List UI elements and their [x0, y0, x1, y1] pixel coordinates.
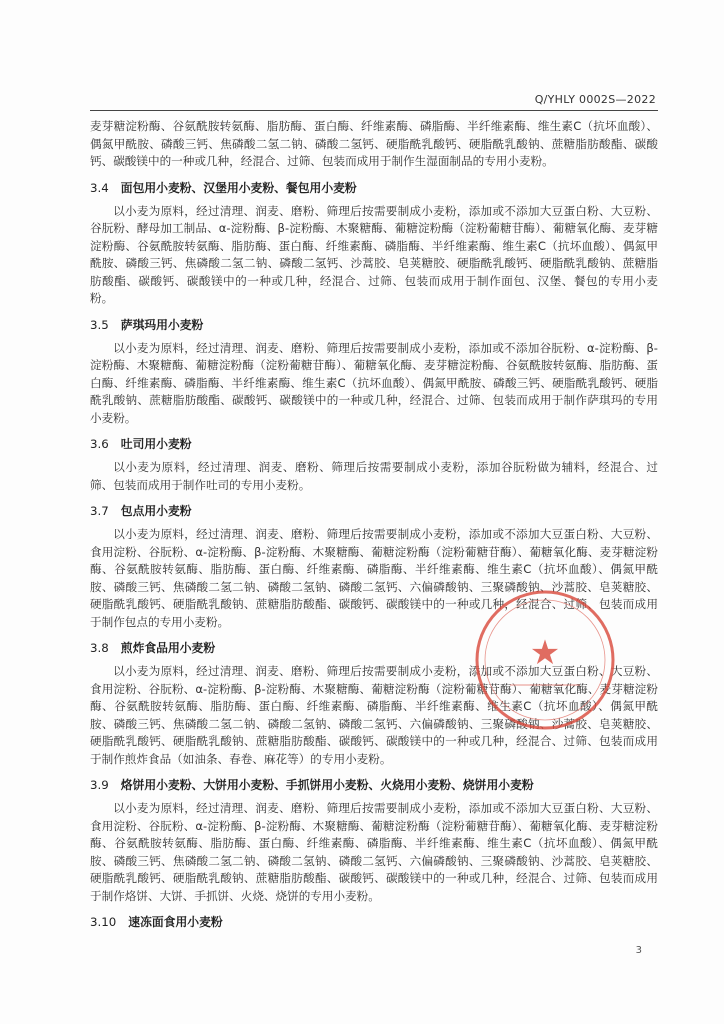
- document-code: Q/YHLY 0002S—2022: [534, 93, 656, 106]
- section-number: 3.7: [90, 504, 109, 518]
- section-text: 以小麦为原料，经过清理、润麦、磨粉、筛理后按需要制成小麦粉，添加或不添加大豆蛋白粉、大豆粉、谷朊粉、酵母加工制品、α-淀粉酶、β-淀粉酶、木聚糖酶、葡糖淀粉酶（淀粉葡糖苷酶）、葡糖氧化酶、麦芽糖淀粉酶、谷氨酰胺转氨酶、脂肪酶、蛋白酶、纤维素酶、磷脂酶、半纤维素酶、维生素C（抗坏血酸）、偶氮甲酰胺、磷酸三钙、焦磷酸二氢二钠、磷酸二氢钙、沙蒿胶、皂荚糖胶、硬脂酰乳酸钙、硬脂酰乳酸钠、蔗糖脂肪酸酯、碳酸钙、碳酸镁中的一种或几种，经混合、过筛、包装而成用于制作面包、汉堡、餐包的专用小麦粉。: [90, 203, 658, 305]
- section-text: 以小麦为原料，经过清理、润麦、磨粉、筛理后按需要制成小麦粉，添加或不添加大豆蛋白粉、大豆粉、食用淀粉、谷朊粉、α-淀粉酶、β-淀粉酶、木聚糖酶、葡糖淀粉酶（淀粉葡糖苷酶）、葡糖氧化酶、麦芽糖淀粉酶、谷氨酰胺转氨酶、脂肪酶、蛋白酶、纤维素酶、磷脂酶、半纤维素酶、维生素C（抗坏血酸）、偶氮甲酰胺、磷酸三钙、焦磷酸二氢二钠、磷酸二氢钠、磷酸二氢钙、六偏磷酸钠、三聚磷酸钠、沙蒿胶、皂荚糖胶、硬脂酰乳酸钙、硬脂酰乳酸钠、蔗糖脂肪酸酯、碳酸钙、碳酸镁中的一种或几种，经混合、过筛、包装而成用于制作煎炸食品（如油条、春卷、麻花等）的专用小麦粉。: [90, 664, 658, 766]
- section-3-5: [90, 317, 658, 428]
- section-number: 3.4: [90, 180, 109, 195]
- section-heading: [90, 914, 658, 931]
- section-3-10: [90, 914, 658, 931]
- section-number: 3.10: [90, 915, 117, 929]
- document-body: [90, 118, 658, 937]
- intro-paragraph: 麦芽糖淀粉酶、谷氨酰胺转氨酶、脂肪酶、蛋白酶、纤维素酶、磷脂酶、半纤维素酶、维生素C（抗坏血酸）、偶氮甲酰胺、磷酸三钙、焦磷酸二氢二钠、磷酸二氢钙、硬脂酰乳酸钙、硬脂酰乳酸钠、蔗糖脂肪酸酯、碳酸钙、碳酸镁中的一种或几种，经混合、过筛、包装而成用于制作生湿面制品的专用小麦粉。: [90, 119, 658, 168]
- section-title: 面包用小麦粉、汉堡用小麦粉、餐包用小麦粉: [120, 180, 357, 195]
- section-text: 以小麦为原料，经过清理、润麦、磨粉、筛理后按需要制成小麦粉，添加或不添加大豆蛋白粉、大豆粉、食用淀粉、谷朊粉、α-淀粉酶、β-淀粉酶、木聚糖酶、葡糖淀粉酶（淀粉葡糖苷酶）、葡糖氧化酶、麦芽糖淀粉酶、谷氨酰胺转氨酶、脂肪酶、蛋白酶、纤维素酶、磷脂酶、半纤维素酶、维生素C（抗坏血酸）、偶氮甲酰胺、磷酸三钙、焦磷酸二氢二钠、磷酸二氢钠、磷酸二氢钙、六偏磷酸钠、三聚磷酸钠、沙蒿胶、皂荚糖胶、硬脂酰乳酸钙、硬脂酰乳酸钠、蔗糖脂肪酸酯、碳酸钙、碳酸镁中的一种或几种，经混合、过筛、包装而成用于制作包点的专用小麦粉。: [90, 527, 658, 629]
- section-3-4: [90, 180, 658, 308]
- section-number: 3.8: [90, 641, 109, 655]
- section-heading: [90, 503, 658, 520]
- section-text: 以小麦为原料，经过清理、润麦、磨粉、筛理后按需要制成小麦粉，添加或不添加谷朊粉、α-淀粉酶、β-淀粉酶、木聚糖酶、葡糖淀粉酶（淀粉葡糖苷酶）、葡糖氧化酶、麦芽糖淀粉酶、谷氨酰胺转氨酶、脂肪酶、蛋白酶、纤维素酶、磷脂酶、半纤维素酶、维生素C（抗坏血酸）、偶氮甲酰胺、磷酸三钙、硬脂酰乳酸钙、硬脂酰乳酸钠、蔗糖脂肪酸酯、碳酸钙、碳酸镁中的一种或几种，经混合、过筛、包装而成用于制作萨琪玛的专用小麦粉。: [90, 340, 658, 425]
- section-title: 烙饼用小麦粉、大饼用小麦粉、手抓饼用小麦粉、火烧用小麦粉、烧饼用小麦粉: [120, 778, 534, 792]
- page-number: 3: [635, 945, 642, 956]
- section-number: 3.5: [90, 317, 109, 332]
- section-heading: [90, 180, 658, 197]
- section-number: 3.9: [90, 778, 109, 792]
- section-text: 以小麦为原料，经过清理、润麦、磨粉、筛理后按需要制成小麦粉，添加或不添加大豆蛋白粉、大豆粉、食用淀粉、谷朊粉、α-淀粉酶、β-淀粉酶、木聚糖酶、葡糖淀粉酶（淀粉葡糖苷酶）、葡糖氧化酶、麦芽糖淀粉酶、谷氨酰胺转氨酶、脂肪酶、蛋白酶、纤维素酶、磷脂酶、半纤维素酶、维生素C（抗坏血酸）、偶氮甲酰胺、磷酸三钙、焦磷酸二氢二钠、磷酸二氢钠、磷酸二氢钙、六偏磷酸钠、三聚磷酸钠、沙蒿胶、皂荚糖胶、硬脂酰乳酸钙、硬脂酰乳酸钠、蔗糖脂肪酸酯、碳酸钙、碳酸镁中的一种或几种，经混合、过筛、包装而成用于制作烙饼、大饼、手抓饼、火烧、烧饼的专用小麦粉。: [90, 801, 658, 903]
- section-title: 速冻面食用小麦粉: [128, 915, 223, 929]
- section-title: 包点用小麦粉: [120, 504, 192, 518]
- section-3-6: [90, 436, 658, 494]
- section-number: 3.6: [90, 437, 109, 451]
- svg-text:★: ★: [529, 633, 561, 673]
- section-title: 萨琪玛用小麦粉: [120, 317, 204, 332]
- company-seal-stamp: [470, 585, 620, 735]
- section-heading: [90, 436, 658, 453]
- section-title: 煎炸食品用小麦粉: [120, 641, 216, 655]
- section-text: 以小麦为原料，经过清理、润麦、磨粉、筛理后按需要制成小麦粉，添加谷朊粉做为辅料，经混合、过筛、包装而成用于制作吐司的专用小麦粉。: [90, 460, 658, 492]
- section-heading: [90, 317, 658, 334]
- section-heading: [90, 777, 658, 794]
- header-divider: [90, 110, 658, 111]
- section-title: 吐司用小麦粉: [120, 437, 192, 451]
- section-3-9: [90, 777, 658, 905]
